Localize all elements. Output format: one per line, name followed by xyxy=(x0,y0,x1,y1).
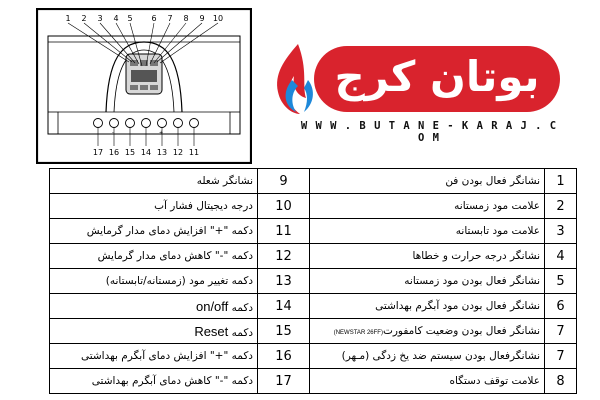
legend-right-number: 6 xyxy=(545,294,577,319)
logo-word: بوتان کرج xyxy=(334,52,540,101)
legend-left-number: 9 xyxy=(258,169,310,194)
legend-left-label: نشانگر شعله xyxy=(50,169,258,194)
callouts-bottom xyxy=(93,148,199,157)
logo-website-url: W W W . B U T A N E - K A R A J . C O M xyxy=(300,120,558,144)
legend-left-number: 13 xyxy=(258,269,310,294)
legend-right-label: نشانگر درجه حرارت و خطاها xyxy=(310,244,545,269)
legend-row xyxy=(50,269,577,294)
legend-left-label xyxy=(50,319,258,344)
callout-bottom-6: 17 xyxy=(92,148,104,157)
legend-right-number: 2 xyxy=(545,194,577,219)
callout-bottom-3: 14 xyxy=(140,148,152,157)
legend-body xyxy=(50,169,577,394)
legend-right-label: علامت مود تابستانه xyxy=(310,219,545,244)
legend-right-label: علامت توقف دستگاه xyxy=(310,369,545,394)
legend-right-number: 7 xyxy=(545,319,577,344)
legend-left-prefix: دکمه xyxy=(231,326,253,339)
legend-row xyxy=(50,219,577,244)
callout-top-4: 6 xyxy=(151,14,157,23)
button-row xyxy=(94,119,199,128)
butane-karaj-logo xyxy=(262,40,562,144)
legend-left-label: دکمه "+" افزایش دمای مدار گرمایش xyxy=(50,219,258,244)
callout-top-1: 9 xyxy=(199,14,205,23)
legend-row xyxy=(50,194,577,219)
callout-top-7: 3 xyxy=(97,14,103,23)
legend-left-strong: Reset xyxy=(194,323,229,339)
legend-left-strong: on/off xyxy=(195,298,229,314)
legend-left-number: 17 xyxy=(258,369,310,394)
callout-bottom-1: 12 xyxy=(172,148,184,157)
legend-left-label: دکمه "+" افزایش دمای آبگرم بهداشتی xyxy=(50,344,258,369)
legend-row xyxy=(50,319,577,344)
callout-top-2: 8 xyxy=(183,14,189,23)
legend-right-number: 5 xyxy=(545,269,577,294)
legend-row xyxy=(50,244,577,269)
legend-left-number: 12 xyxy=(258,244,310,269)
callout-bottom-0: 11 xyxy=(188,148,200,157)
legend-row xyxy=(50,169,577,194)
callout-top-9: 1 xyxy=(65,14,71,23)
callout-top-3: 7 xyxy=(167,14,173,23)
svg-text:-: - xyxy=(112,130,114,136)
legend-left-label: دکمه "-" کاهش دمای مدار گرمایش xyxy=(50,244,258,269)
legend-right-label: نشانگرفعال بودن سیستم ضد یخ زدگی (مـهر) xyxy=(310,344,545,369)
legend-right-model: (NEWSTAR 26FF) xyxy=(333,330,383,336)
legend-right-number: 7 xyxy=(545,344,577,369)
boiler-panel-diagram xyxy=(36,8,252,164)
legend-right-label: نشانگر فعال بودن مود زمستانه xyxy=(310,269,545,294)
legend-right-label: نشانگر فعال بودن فن xyxy=(310,169,545,194)
legend-left-number: 16 xyxy=(258,344,310,369)
flame-icon xyxy=(268,40,328,118)
callout-bottom-4: 15 xyxy=(124,148,136,157)
callout-top-0: 10 xyxy=(212,14,224,23)
logo-word-badge xyxy=(314,46,560,112)
legend-right-number: 1 xyxy=(545,169,577,194)
legend-left-prefix: دکمه xyxy=(231,301,253,314)
legend-left-number: 10 xyxy=(258,194,310,219)
callouts-top xyxy=(65,14,223,23)
callout-top-6: 4 xyxy=(113,14,119,23)
legend-right-number: 3 xyxy=(545,219,577,244)
legend-left-number: 14 xyxy=(258,294,310,319)
legend-left-label xyxy=(50,294,258,319)
legend-left-number: 15 xyxy=(258,319,310,344)
legend-left-label: دکمه "-" کاهش دمای آبگرم بهداشتی xyxy=(50,369,258,394)
legend-right-number: 8 xyxy=(545,369,577,394)
legend-left-number: 11 xyxy=(258,219,310,244)
legend-right-label xyxy=(310,319,545,344)
svg-text:+: + xyxy=(159,130,164,136)
legend-right-label: نشانگر فعال بودن مود آبگرم بهداشتی xyxy=(310,294,545,319)
legend-table xyxy=(49,168,577,394)
legend-row xyxy=(50,294,577,319)
legend-right-number: 4 xyxy=(545,244,577,269)
legend-left-label: دکمه تغییر مود (زمستانه/تابستانه) xyxy=(50,269,258,294)
callout-bottom-2: 13 xyxy=(156,148,168,157)
legend-row xyxy=(50,369,577,394)
legend-right-text: نشانگر فعال بودن وضعیت کامفورت xyxy=(382,325,540,337)
callout-top-5: 5 xyxy=(127,14,133,23)
legend-right-label: علامت مود زمستانه xyxy=(310,194,545,219)
legend-row xyxy=(50,344,577,369)
callout-top-8: 2 xyxy=(81,14,87,23)
callout-bottom-5: 16 xyxy=(108,148,120,157)
legend-left-label: درجه دیجیتال فشار آب xyxy=(50,194,258,219)
